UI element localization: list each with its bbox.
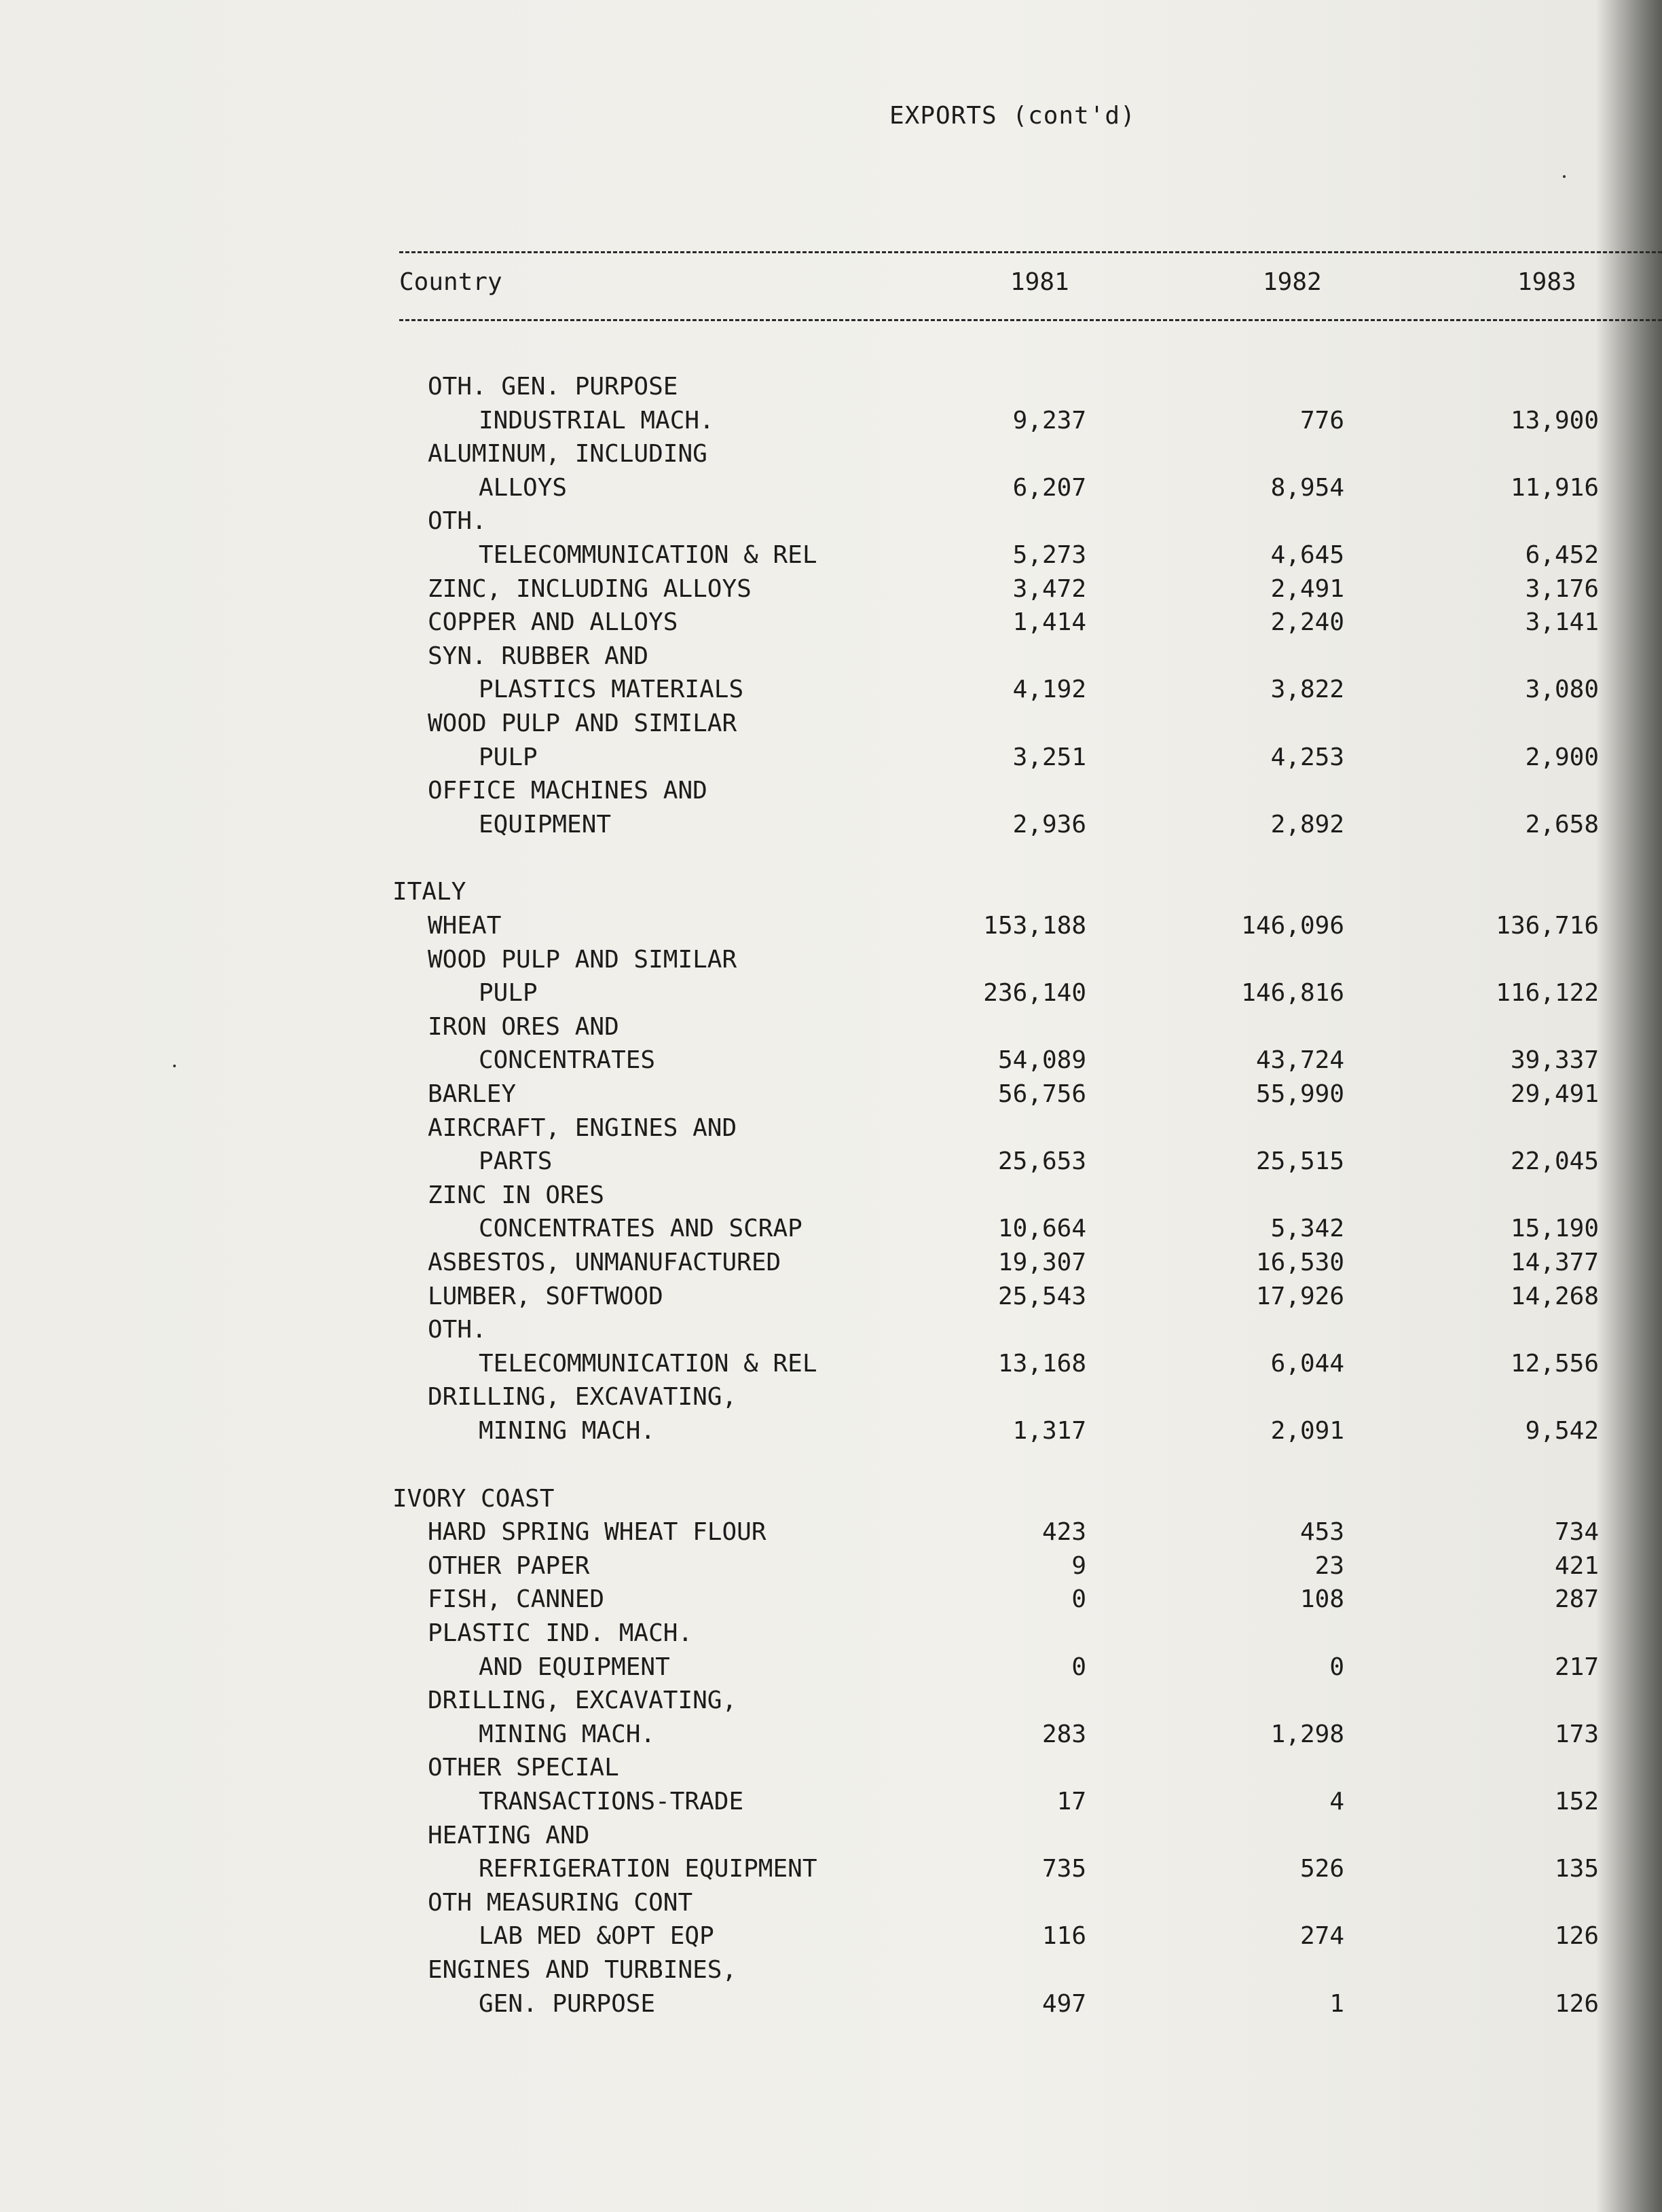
table-row bbox=[0, 1684, 1662, 1718]
column-header-1983: 1983 bbox=[1517, 268, 1576, 296]
value-1982: 3,822 bbox=[1270, 676, 1344, 703]
value-1981: 1,317 bbox=[1012, 1417, 1086, 1445]
commodity-label: DRILLING, EXCAVATING, bbox=[428, 1686, 737, 1714]
value-1982: 2,240 bbox=[1270, 608, 1344, 636]
value-1982: 4,253 bbox=[1270, 743, 1344, 771]
commodity-label: ASBESTOS, UNMANUFACTURED bbox=[428, 1249, 781, 1276]
value-1983: 3,141 bbox=[1525, 608, 1599, 636]
value-1983: 135 bbox=[1554, 1855, 1599, 1883]
commodity-label: ZINC, INCLUDING ALLOYS bbox=[428, 575, 752, 603]
value-1983: 14,377 bbox=[1510, 1249, 1599, 1276]
commodity-label: TELECOMMUNICATION & REL bbox=[479, 1350, 817, 1378]
value-1981: 0 bbox=[1071, 1585, 1086, 1613]
value-1983: 3,080 bbox=[1525, 676, 1599, 703]
value-1981: 5,273 bbox=[1012, 541, 1086, 569]
commodity-label: PARTS bbox=[479, 1147, 553, 1175]
commodity-label: WHEAT bbox=[428, 912, 502, 940]
table-row bbox=[0, 707, 1662, 741]
commodity-label: CONCENTRATES AND SCRAP bbox=[479, 1215, 802, 1242]
table-row bbox=[0, 1852, 1662, 1886]
value-1983: 29,491 bbox=[1510, 1080, 1599, 1108]
value-1981: 2,936 bbox=[1012, 811, 1086, 838]
value-1982: 1,298 bbox=[1270, 1720, 1344, 1748]
value-1983: 152 bbox=[1554, 1788, 1599, 1815]
value-1983: 9,542 bbox=[1525, 1417, 1599, 1445]
value-1981: 4,192 bbox=[1012, 676, 1086, 703]
value-1982: 4,645 bbox=[1270, 541, 1344, 569]
commodity-label: MINING MACH. bbox=[479, 1720, 656, 1748]
value-1982: 23 bbox=[1314, 1552, 1344, 1580]
table-row bbox=[0, 976, 1662, 1010]
table-row bbox=[0, 1077, 1662, 1111]
value-1982: 6,044 bbox=[1270, 1350, 1344, 1378]
commodity-label: ENGINES AND TURBINES, bbox=[428, 1956, 737, 1984]
value-1981: 423 bbox=[1041, 1518, 1086, 1546]
value-1983: 14,268 bbox=[1510, 1283, 1599, 1310]
table-row bbox=[0, 808, 1662, 842]
table-row bbox=[0, 1953, 1662, 1987]
column-header-country: Country bbox=[399, 268, 502, 296]
commodity-label: PLASTIC IND. MACH. bbox=[428, 1619, 693, 1647]
table-row bbox=[0, 640, 1662, 674]
value-1982: 108 bbox=[1299, 1585, 1344, 1613]
value-1983: 734 bbox=[1554, 1518, 1599, 1546]
table-row bbox=[0, 1819, 1662, 1853]
commodity-label: LUMBER, SOFTWOOD bbox=[428, 1283, 663, 1310]
table-row bbox=[0, 1313, 1662, 1347]
commodity-label: MINING MACH. bbox=[479, 1417, 656, 1445]
value-1983: 173 bbox=[1554, 1720, 1599, 1748]
table-row bbox=[0, 471, 1662, 505]
table-row bbox=[0, 1785, 1662, 1819]
commodity-label: ZINC IN ORES bbox=[428, 1181, 605, 1209]
commodity-label: LAB MED &OPT EQP bbox=[479, 1922, 714, 1950]
table-row bbox=[0, 1718, 1662, 1752]
commodity-label: OTH. bbox=[428, 507, 487, 535]
country-row bbox=[0, 1482, 1662, 1516]
country-name: ITALY bbox=[392, 878, 466, 906]
commodity-label: CONCENTRATES bbox=[479, 1046, 656, 1074]
commodity-label: REFRIGERATION EQUIPMENT bbox=[479, 1855, 817, 1883]
table-row bbox=[0, 370, 1662, 404]
commodity-label: OTH. GEN. PURPOSE bbox=[428, 373, 678, 401]
value-1983: 22,045 bbox=[1510, 1147, 1599, 1175]
commodity-label: WOOD PULP AND SIMILAR bbox=[428, 709, 737, 737]
value-1982: 2,892 bbox=[1270, 811, 1344, 838]
table-row bbox=[0, 504, 1662, 538]
value-1981: 25,653 bbox=[997, 1147, 1086, 1175]
value-1981: 13,168 bbox=[997, 1350, 1086, 1378]
commodity-label: GEN. PURPOSE bbox=[479, 1990, 656, 2018]
table-row bbox=[0, 774, 1662, 808]
column-header-1981: 1981 bbox=[1010, 268, 1069, 296]
value-1983: 2,900 bbox=[1525, 743, 1599, 771]
commodity-label: EQUIPMENT bbox=[479, 811, 612, 838]
value-1981: 10,664 bbox=[997, 1215, 1086, 1242]
commodity-label: IRON ORES AND bbox=[428, 1013, 619, 1041]
value-1983: 116,122 bbox=[1496, 979, 1599, 1007]
commodity-label: PULP bbox=[479, 743, 538, 771]
table-row bbox=[0, 1380, 1662, 1414]
table-row bbox=[0, 572, 1662, 606]
commodity-label: ALUMINUM, INCLUDING bbox=[428, 440, 707, 468]
value-1982: 2,091 bbox=[1270, 1417, 1344, 1445]
commodity-label: TRANSACTIONS-TRADE bbox=[479, 1788, 744, 1815]
commodity-label: INDUSTRIAL MACH. bbox=[479, 407, 714, 435]
value-1981: 3,251 bbox=[1012, 743, 1086, 771]
value-1983: 287 bbox=[1554, 1585, 1599, 1613]
value-1982: 274 bbox=[1299, 1922, 1344, 1950]
value-1982: 43,724 bbox=[1255, 1046, 1344, 1074]
table-row bbox=[0, 1280, 1662, 1314]
table-row bbox=[0, 673, 1662, 707]
value-1983: 421 bbox=[1554, 1552, 1599, 1580]
value-1982: 16,530 bbox=[1255, 1249, 1344, 1276]
commodity-label: HEATING AND bbox=[428, 1822, 590, 1849]
table-row bbox=[0, 1617, 1662, 1651]
commodity-label: AND EQUIPMENT bbox=[479, 1653, 670, 1681]
value-1981: 9 bbox=[1071, 1552, 1086, 1580]
commodity-label: DRILLING, EXCAVATING, bbox=[428, 1383, 737, 1411]
value-1983: 39,337 bbox=[1510, 1046, 1599, 1074]
value-1981: 56,756 bbox=[997, 1080, 1086, 1108]
value-1983: 3,176 bbox=[1525, 575, 1599, 603]
commodity-label: ALLOYS bbox=[479, 474, 568, 502]
value-1981: 153,188 bbox=[983, 912, 1086, 940]
header-top-rule bbox=[399, 251, 1662, 253]
value-1983: 12,556 bbox=[1510, 1350, 1599, 1378]
value-1982: 146,096 bbox=[1241, 912, 1344, 940]
commodity-label: HARD SPRING WHEAT FLOUR bbox=[428, 1518, 767, 1546]
header-bottom-rule bbox=[399, 319, 1662, 321]
table-row bbox=[0, 741, 1662, 775]
value-1981: 25,543 bbox=[997, 1283, 1086, 1310]
commodity-label: OFFICE MACHINES AND bbox=[428, 777, 707, 805]
table-row bbox=[0, 606, 1662, 640]
table-row bbox=[0, 1751, 1662, 1785]
table-row bbox=[0, 1651, 1662, 1684]
commodity-label: OTH. bbox=[428, 1316, 487, 1344]
value-1983: 217 bbox=[1554, 1653, 1599, 1681]
value-1982: 526 bbox=[1299, 1855, 1344, 1883]
commodity-label: AIRCRAFT, ENGINES AND bbox=[428, 1114, 737, 1142]
value-1983: 13,900 bbox=[1510, 407, 1599, 435]
commodity-label: WOOD PULP AND SIMILAR bbox=[428, 946, 737, 974]
value-1981: 236,140 bbox=[983, 979, 1086, 1007]
value-1982: 453 bbox=[1299, 1518, 1344, 1546]
value-1982: 4 bbox=[1329, 1788, 1344, 1815]
value-1982: 17,926 bbox=[1255, 1283, 1344, 1310]
table-row bbox=[0, 1347, 1662, 1381]
commodity-label: OTH MEASURING CONT bbox=[428, 1889, 693, 1917]
value-1981: 0 bbox=[1071, 1653, 1086, 1681]
value-1983: 2,658 bbox=[1525, 811, 1599, 838]
page-title: EXPORTS (cont'd) bbox=[889, 102, 1136, 130]
table-row bbox=[0, 1987, 1662, 2021]
table-row bbox=[0, 1919, 1662, 1953]
table-row bbox=[0, 909, 1662, 943]
commodity-label: OTHER PAPER bbox=[428, 1552, 590, 1580]
table-row bbox=[0, 1886, 1662, 1920]
table-row bbox=[0, 1179, 1662, 1213]
table-row bbox=[0, 1583, 1662, 1617]
value-1982: 776 bbox=[1299, 407, 1344, 435]
value-1981: 19,307 bbox=[997, 1249, 1086, 1276]
table-row bbox=[0, 1414, 1662, 1448]
value-1982: 2,491 bbox=[1270, 575, 1344, 603]
commodity-label: FISH, CANNED bbox=[428, 1585, 605, 1613]
value-1982: 8,954 bbox=[1270, 474, 1344, 502]
value-1981: 735 bbox=[1041, 1855, 1086, 1883]
value-1981: 9,237 bbox=[1012, 407, 1086, 435]
table-row bbox=[0, 1212, 1662, 1246]
value-1983: 15,190 bbox=[1510, 1215, 1599, 1242]
column-header-1982: 1982 bbox=[1263, 268, 1322, 296]
speck-mark bbox=[173, 1065, 176, 1067]
value-1982: 55,990 bbox=[1255, 1080, 1344, 1108]
value-1983: 11,916 bbox=[1510, 474, 1599, 502]
table-row bbox=[0, 1145, 1662, 1179]
table-row bbox=[0, 1044, 1662, 1077]
table-row bbox=[0, 1010, 1662, 1044]
commodity-label: COPPER AND ALLOYS bbox=[428, 608, 678, 636]
table-row bbox=[0, 943, 1662, 977]
commodity-label: PULP bbox=[479, 979, 538, 1007]
value-1981: 283 bbox=[1041, 1720, 1086, 1748]
value-1981: 17 bbox=[1056, 1788, 1086, 1815]
value-1982: 1 bbox=[1329, 1990, 1344, 2018]
value-1981: 3,472 bbox=[1012, 575, 1086, 603]
value-1982: 146,816 bbox=[1241, 979, 1344, 1007]
value-1982: 25,515 bbox=[1255, 1147, 1344, 1175]
table-row bbox=[0, 538, 1662, 572]
country-row bbox=[0, 875, 1662, 909]
value-1983: 126 bbox=[1554, 1922, 1599, 1950]
table-row bbox=[0, 404, 1662, 438]
value-1983: 126 bbox=[1554, 1990, 1599, 2018]
value-1982: 5,342 bbox=[1270, 1215, 1344, 1242]
value-1983: 6,452 bbox=[1525, 541, 1599, 569]
value-1981: 116 bbox=[1041, 1922, 1086, 1950]
commodity-label: PLASTICS MATERIALS bbox=[479, 676, 744, 703]
country-name: IVORY COAST bbox=[392, 1485, 555, 1513]
table-row bbox=[0, 1111, 1662, 1145]
table-row bbox=[0, 1549, 1662, 1583]
value-1981: 497 bbox=[1041, 1990, 1086, 2018]
speck-mark bbox=[1563, 175, 1566, 178]
value-1981: 54,089 bbox=[997, 1046, 1086, 1074]
value-1983: 136,716 bbox=[1496, 912, 1599, 940]
value-1981: 6,207 bbox=[1012, 474, 1086, 502]
commodity-label: OTHER SPECIAL bbox=[428, 1754, 619, 1782]
value-1981: 1,414 bbox=[1012, 608, 1086, 636]
table-row bbox=[0, 437, 1662, 471]
table-row bbox=[0, 1246, 1662, 1280]
commodity-label: BARLEY bbox=[428, 1080, 517, 1108]
commodity-label: SYN. RUBBER AND bbox=[428, 642, 649, 670]
value-1982: 0 bbox=[1329, 1653, 1344, 1681]
commodity-label: TELECOMMUNICATION & REL bbox=[479, 541, 817, 569]
table-row bbox=[0, 1515, 1662, 1549]
